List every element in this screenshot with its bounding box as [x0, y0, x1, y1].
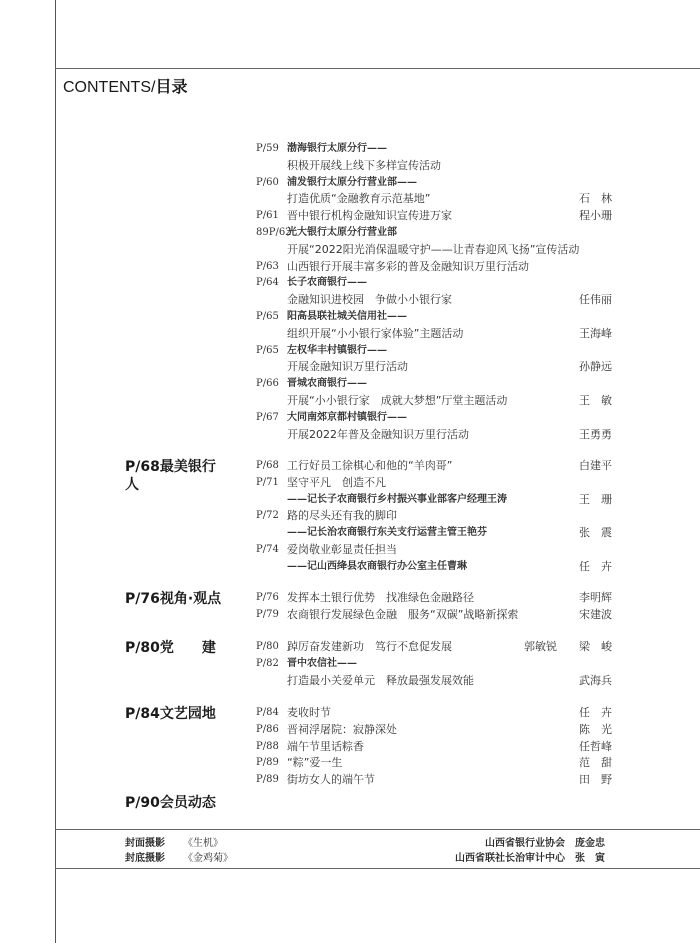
section-label: P/90会员动态: [125, 795, 216, 811]
section-entries: [0, 458, 700, 576]
toc-entry[interactable]: [0, 705, 700, 722]
entry-author: 白建平: [579, 459, 612, 472]
entry-title: 长子农商银行——: [287, 277, 367, 289]
entry-title: 光大银行太原分行营业部: [287, 226, 397, 238]
toc-entry[interactable]: [0, 359, 700, 376]
toc-entry[interactable]: [0, 410, 700, 427]
credit-work: 《生机》: [183, 838, 223, 849]
entry-author: 任 卉: [579, 559, 612, 573]
entry-title: 路的尽头还有我的脚印: [287, 509, 397, 523]
entry-page: P/65: [256, 344, 279, 356]
toc-entry[interactable]: [0, 639, 700, 656]
toc-entry[interactable]: [0, 292, 700, 309]
section-label: P/84文艺园地: [125, 706, 216, 722]
toc-entry[interactable]: [0, 343, 700, 360]
entry-page: P/60: [256, 176, 279, 188]
entry-page: P/89: [256, 774, 279, 786]
entry-title: ——记长子农商银行乡村振兴事业部客户经理王涛: [287, 493, 507, 505]
photo-credits: [0, 836, 700, 866]
toc-entry[interactable]: [0, 225, 700, 242]
entry-page: P/79: [256, 608, 279, 620]
toc-entry[interactable]: [0, 275, 700, 292]
back-cover-credit: [0, 851, 700, 866]
section-label: P/80党 建: [125, 640, 216, 656]
title-en: CONTENTS/: [63, 79, 156, 96]
entry-title: 爱岗敬业彰显责任担当: [287, 542, 397, 556]
entry-title: 晋中农信社——: [287, 657, 357, 669]
entry-author: 武海兵: [579, 673, 612, 687]
toc-entry[interactable]: [0, 542, 700, 559]
toc-entry[interactable]: [0, 158, 700, 175]
entry-author: 孙静远: [579, 360, 612, 374]
entry-author: 任 卉: [579, 706, 612, 719]
page-title: [63, 74, 187, 97]
entry-author: 宋建波: [579, 607, 612, 621]
entry-author: 王勇勇: [579, 427, 612, 441]
entry-title: 农商银行发展绿色金融 服务“双碳”战略新探索: [287, 607, 519, 621]
entry-author: 任哲峰: [579, 739, 612, 753]
toc-entry[interactable]: [0, 427, 700, 444]
credit-org: 山西省联社长治审计中心 张 寅: [455, 853, 605, 864]
entry-page: P/82: [256, 657, 279, 669]
entry-page: P/86: [256, 723, 279, 735]
entry-page: P/72: [256, 510, 279, 522]
entry-title: 端午节里话粽香: [287, 739, 364, 753]
toc-entry[interactable]: [0, 772, 700, 789]
credit-org: 山西省银行业协会 庞金忠: [485, 838, 605, 849]
entry-author: 王海峰: [579, 326, 612, 340]
entry-title: 组织开展“小小银行家体验”主题活动: [287, 326, 464, 340]
entry-title: ——记长治农商银行东关支行运营主管王艳芬: [287, 527, 487, 539]
toc-entry[interactable]: [0, 259, 700, 276]
entry-title: ——记山西绛县农商银行办公室主任曹琳: [287, 560, 467, 572]
toc-entry[interactable]: [0, 559, 700, 576]
entry-author: 李明辉: [579, 591, 612, 604]
entry-title: 金融知识进校园 争做小小银行家: [287, 293, 452, 307]
entry-title: 山西银行开展丰富多彩的普及金融知识万里行活动: [287, 259, 529, 273]
entry-page: P/74: [256, 543, 279, 555]
toc-entry[interactable]: [0, 525, 700, 542]
entry-title: 打造最小关爱单元 释放最强发展效能: [287, 673, 474, 687]
section-label: P/68最美银行人: [125, 459, 216, 493]
entry-page: P/63: [256, 260, 279, 272]
entry-author: 王 敏: [579, 393, 612, 407]
entry-title: 晋祠浮屠院：寂静深处: [287, 722, 397, 736]
entry-page: P/71: [256, 476, 279, 488]
toc-entry[interactable]: [0, 475, 700, 492]
entry-title: “粽”爱一生: [287, 756, 343, 770]
credit-label: 封底摄影: [125, 853, 165, 864]
entry-title: 左权华丰村镇银行——: [287, 344, 387, 356]
toc-entry[interactable]: [0, 393, 700, 410]
entry-page: P/59: [256, 143, 279, 154]
entry-page: 89P/62: [256, 226, 292, 238]
section-best-banker: [0, 458, 700, 576]
entry-title: 晋城农商银行——: [287, 378, 367, 390]
toc-entry[interactable]: [0, 458, 700, 475]
entry-title: 浦发银行太原分行营业部——: [287, 176, 417, 188]
credit-label: 封面摄影: [125, 838, 165, 849]
toc-entry[interactable]: [0, 309, 700, 326]
entry-page: P/61: [256, 210, 279, 222]
entry-author: 陈 光: [579, 722, 612, 736]
toc-entry[interactable]: [0, 242, 700, 259]
toc-entry[interactable]: [0, 141, 700, 158]
toc-entry[interactable]: [0, 607, 700, 624]
header-divider: [55, 68, 700, 69]
toc-entry[interactable]: [0, 590, 700, 607]
toc-entry[interactable]: [0, 656, 700, 673]
entry-title: 开展“2022阳光消保温暖守护——让青春迎风飞扬”宣传活动: [287, 242, 580, 256]
entry-page: P/84: [256, 707, 279, 718]
toc-entry[interactable]: [0, 175, 700, 192]
entry-page: P/80: [256, 641, 279, 652]
title-cn: 目录: [155, 79, 188, 96]
entry-author: 程小珊: [579, 209, 612, 223]
toc-entry[interactable]: [0, 191, 700, 208]
entry-author: 梁 峻: [579, 640, 612, 653]
entry-page: P/65: [256, 310, 279, 322]
section-entries: [0, 705, 700, 789]
entry-author: 田 野: [579, 773, 612, 787]
toc-entry[interactable]: [0, 492, 700, 509]
entry-author: 范 甜: [579, 756, 612, 770]
toc-entry[interactable]: [0, 208, 700, 225]
section-entries: [0, 639, 700, 689]
intro-list: [0, 141, 700, 443]
cover-credit: [0, 836, 700, 851]
entry-author: 王 珊: [579, 492, 612, 506]
entry-title: 街坊女人的端午节: [287, 773, 375, 787]
entry-title: 大同南郊京都村镇银行——: [287, 411, 407, 423]
footer-bottom-divider: [55, 868, 700, 869]
entry-title: 开展2022年普及金融知识万里行活动: [287, 427, 469, 441]
entry-page: P/88: [256, 740, 279, 752]
toc-entry[interactable]: [0, 722, 700, 739]
entry-coauthor: 郭敏锐: [524, 640, 557, 653]
entry-page: P/67: [256, 411, 279, 423]
entry-page: P/89: [256, 757, 279, 769]
entry-title: 开展金融知识万里行活动: [287, 360, 408, 374]
entry-author: 张 震: [579, 526, 612, 540]
entry-title: 发挥本土银行优势 找准绿色金融路径: [287, 591, 474, 604]
entry-title: 打造优质“金融教育示范基地”: [287, 192, 431, 206]
entry-title: 踔厉奋发建新功 笃行不怠促发展: [287, 640, 452, 653]
section-entries: [0, 590, 700, 624]
entry-title: 坚守平凡 创造不凡: [287, 475, 386, 489]
entry-title: 渤海银行太原分行——: [287, 143, 387, 154]
toc-entry[interactable]: [0, 673, 700, 690]
entry-title: 晋中银行机构金融知识宣传进万家: [287, 209, 452, 223]
entry-title: 工行好员工徐棋心和他的“羊肉哥”: [287, 459, 453, 472]
entry-page: P/76: [256, 592, 279, 603]
entry-author: 石 林: [579, 192, 612, 206]
section-literature: [0, 705, 700, 789]
entry-title: 阳高县联社城关信用社——: [287, 310, 407, 322]
entry-title: 开展“小小银行家 成就大梦想”厅堂主题活动: [287, 393, 508, 407]
entry-page: P/66: [256, 378, 279, 390]
toc-entry[interactable]: [0, 739, 700, 756]
entry-page: P/68: [256, 460, 279, 471]
toc-entry[interactable]: [0, 508, 700, 525]
toc-entry[interactable]: [0, 755, 700, 772]
entry-author: 任伟丽: [579, 293, 612, 307]
credit-work: 《金鸡菊》: [183, 853, 233, 864]
entry-page: P/64: [256, 277, 279, 289]
section-label: P/76视角·观点: [125, 591, 222, 607]
entry-title: 积极开展线上线下多样宣传活动: [287, 158, 441, 172]
entry-title: 麦收时节: [287, 706, 331, 719]
toc-entry[interactable]: [0, 376, 700, 393]
section-party-building: [0, 639, 700, 689]
section-perspective: [0, 590, 700, 624]
toc-entry[interactable]: [0, 326, 700, 343]
footer-top-divider: [55, 829, 700, 830]
